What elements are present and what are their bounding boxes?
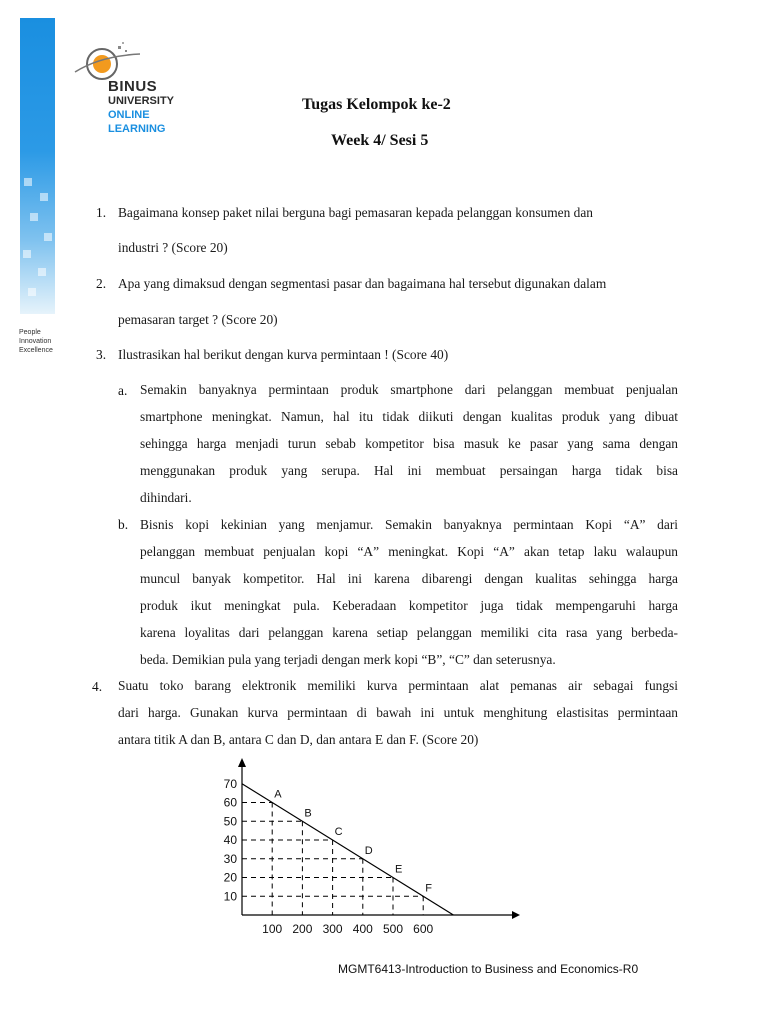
point-label: F	[425, 882, 432, 895]
logo-line: ONLINE	[108, 109, 150, 121]
footer-course-code: MGMT6413-Introduction to Business and Economics-R0	[338, 962, 639, 976]
page-title: Tugas Kelompok ke-2	[302, 96, 451, 113]
x-tick-label: 100	[262, 922, 283, 936]
point-label: A	[274, 788, 282, 801]
question-text: pemasaran target ? (Score 20)	[118, 312, 278, 327]
paragraph-line: beda. Demikian pula yang terjadi dengan merk kopi “B”, “C” dan seterusnya.	[140, 652, 556, 667]
question-number: 3.	[96, 347, 107, 362]
paragraph-line: pelanggan membuat penjualan kopi “A” meningkat. Kopi “A” akan tetap laku walaupun	[140, 544, 678, 559]
x-axis-arrow-icon	[512, 911, 520, 919]
logo-line: LEARNING	[108, 123, 166, 135]
paragraph-line: Bisnis kopi kekinian yang menjamur. Semakin banyaknya permintaan Kopi “A” dari	[140, 517, 678, 532]
point-label: C	[334, 826, 343, 838]
y-tick-label: 50	[223, 814, 237, 829]
subitem-label: a.	[118, 383, 128, 398]
paragraph-line: produk ikut meningkat pula. Keberadaan kompetitor juga tidak mempengaruhi harga	[140, 598, 678, 613]
paragraph-line: antara titik A dan B, antara C dan D, dan antara E dan F. (Score 20)	[118, 732, 479, 747]
x-tick-label: 400	[352, 922, 373, 936]
paragraph-line: karena loyalitas dari pelanggan karena setiap pelanggan memiliki cita rasa yang berbeda-	[140, 625, 678, 640]
question-paragraph	[118, 672, 678, 753]
point-label: E	[395, 863, 403, 876]
question-text: Bagaimana konsep paket nilai berguna bagi pemasaran kepada pelanggan konsumen dan	[118, 205, 593, 220]
y-tick-label: 40	[223, 833, 237, 847]
tagline-line: Excellence	[19, 347, 53, 354]
demand-curve-chart	[200, 755, 530, 940]
y-tick-label: 10	[223, 889, 237, 904]
tagline-line: People	[19, 329, 41, 336]
x-tick-label: 600	[413, 922, 434, 936]
paragraph-line: dihindari.	[140, 490, 192, 505]
paragraph-line: Semakin banyaknya permintaan produk smartphone dari pelanggan membuat penjualan	[140, 382, 678, 397]
y-tick-label: 20	[223, 870, 237, 885]
y-axis-arrow-icon	[238, 758, 246, 767]
paragraph-line: Suatu toko barang elektronik memiliki kurva permintaan alat pemanas air sebagai fungsi	[118, 678, 678, 693]
point-label: B	[304, 807, 312, 820]
paragraph-line: muncul banyak kompetitor. Hal ini karena dibarengi dengan kualitas sehingga harga	[140, 571, 678, 586]
sidebar-brand-strip	[20, 18, 55, 314]
question-number: 4.	[92, 679, 103, 694]
subitem-paragraph	[140, 376, 678, 511]
y-tick-label: 60	[223, 795, 237, 810]
subitem-label: b.	[118, 517, 129, 532]
paragraph-line: smartphone meningkat. Namun, hal itu tidak diikuti dengan kualitas produk yang dibuat	[140, 409, 678, 424]
question-text: Ilustrasikan hal berikut dengan kurva permintaan ! (Score 40)	[118, 347, 449, 362]
paragraph-line: dari harga. Gunakan kurva permintaan di bawah ini untuk menghitung elastisitas permintaan	[118, 705, 678, 720]
logo-line: UNIVERSITY	[108, 95, 175, 107]
brand-tagline	[19, 328, 53, 355]
logo-line: BINUS	[108, 78, 158, 95]
tagline-line: Innovation	[19, 338, 52, 345]
question-text: industri ? (Score 20)	[118, 240, 228, 255]
x-tick-label: 200	[292, 922, 313, 936]
question-number: 1.	[96, 205, 107, 220]
subitem-paragraph	[140, 511, 678, 673]
x-tick-label: 300	[322, 922, 343, 936]
question-text: Apa yang dimaksud dengan segmentasi pasar dan bagaimana hal tersebut digunakan dalam	[118, 276, 607, 291]
y-tick-label: 70	[223, 776, 237, 791]
y-tick-label: 30	[223, 851, 237, 866]
point-label: D	[364, 844, 373, 857]
demand-curve-line	[242, 784, 453, 915]
page-subtitle: Week 4/ Sesi 5	[331, 132, 429, 149]
paragraph-line: menggunakan produk yang serupa. Hal ini membuat persaingan harga tidak bisa	[140, 463, 678, 478]
x-tick-label: 500	[382, 922, 404, 936]
question-number: 2.	[96, 276, 107, 291]
paragraph-line: sehingga harga menjadi turun sebab kompetitor bisa masuk ke pasar yang sama dengan	[140, 436, 678, 451]
